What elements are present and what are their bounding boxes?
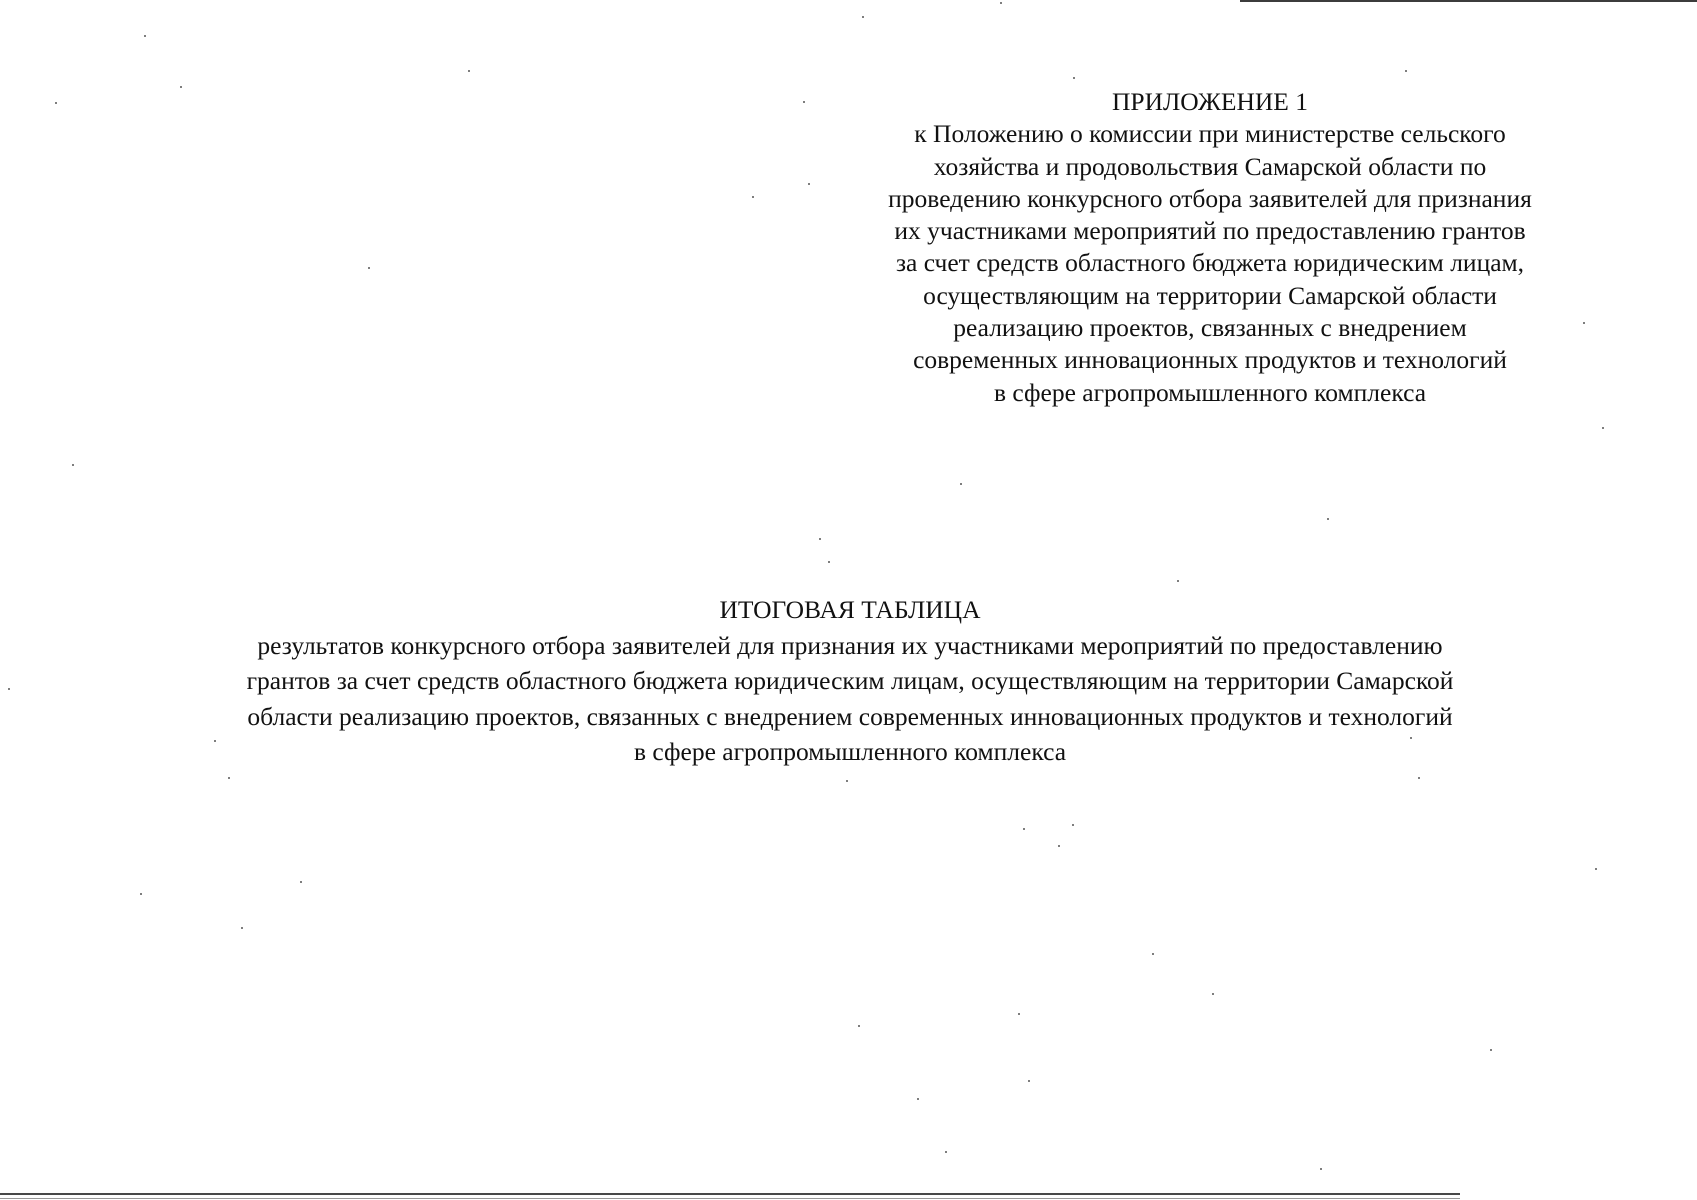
- scan-speck: [1327, 518, 1329, 520]
- scan-speck: [300, 881, 302, 883]
- scan-speck: [1405, 70, 1407, 72]
- summary-line: грантов за счет средств областного бюджета юридическим лицам, осуществляющим на территории Самарской: [246, 666, 1454, 695]
- appendix-line: в сфере агропромышленного комплекса: [993, 377, 1427, 407]
- appendix-title: ПРИЛОЖЕНИЕ 1: [1111, 87, 1309, 116]
- scan-speck: [1595, 868, 1597, 870]
- scan-speck: [228, 777, 230, 779]
- appendix-line: реализацию проектов, связанных с внедрением: [953, 313, 1467, 343]
- scan-speck: [808, 183, 810, 185]
- scan-speck: [72, 464, 74, 466]
- appendix-header: [810, 86, 1610, 409]
- scan-speck: [960, 483, 962, 485]
- scan-speck: [1072, 824, 1074, 826]
- scan-speck: [828, 561, 830, 563]
- scan-speck: [1152, 953, 1154, 955]
- scan-speck: [1410, 737, 1412, 739]
- scan-speck: [55, 102, 57, 104]
- scan-speck: [917, 1098, 919, 1100]
- scan-speck: [1602, 427, 1604, 429]
- scan-speck: [846, 780, 848, 782]
- scan-speck: [1212, 993, 1214, 995]
- scan-speck: [1018, 1013, 1020, 1015]
- scan-speck: [1490, 1049, 1492, 1051]
- scan-speck: [1320, 1168, 1322, 1170]
- scan-speck: [1418, 777, 1420, 779]
- bottom-edge-rule-thin: [0, 1198, 1460, 1199]
- appendix-line: к Положению о комиссии при министерстве сельского: [914, 119, 1506, 149]
- scan-speck: [1023, 828, 1025, 830]
- scan-speck: [8, 688, 10, 690]
- scan-speck: [1028, 1080, 1030, 1082]
- appendix-line: за счет средств областного бюджета юридическим лицам,: [895, 248, 1525, 278]
- bottom-edge-rule: [0, 1193, 1460, 1195]
- scan-speck: [144, 35, 146, 37]
- summary-title: ИТОГОВАЯ ТАБЛИЦА: [719, 595, 981, 624]
- appendix-line: осуществляющим на территории Самарской области: [923, 280, 1497, 310]
- scan-speck: [858, 1025, 860, 1027]
- summary-table-heading: [100, 592, 1600, 770]
- scan-speck: [803, 101, 805, 103]
- scan-speck: [1177, 580, 1179, 582]
- scan-speck: [862, 16, 864, 18]
- scan-speck: [1000, 2, 1002, 4]
- appendix-line: проведению конкурсного отбора заявителей для признания: [888, 183, 1532, 213]
- scan-speck: [140, 893, 142, 895]
- scan-speck: [1073, 77, 1075, 79]
- scan-speck: [1583, 322, 1585, 324]
- scan-speck: [752, 196, 754, 198]
- scan-speck: [241, 927, 243, 929]
- scan-speck: [945, 1151, 947, 1153]
- top-edge-rule: [1240, 0, 1697, 2]
- appendix-line: хозяйства и продовольствия Самарской области по: [933, 151, 1487, 181]
- scan-speck: [180, 86, 182, 88]
- scan-speck: [819, 538, 821, 540]
- summary-line: результатов конкурсного отбора заявителей для признания их участниками мероприятий по предоставлению: [257, 630, 1443, 660]
- summary-line: области реализацию проектов, связанных с внедрением современных инновационных продуктов и технологий: [247, 701, 1453, 731]
- scan-speck: [214, 740, 216, 742]
- scan-speck: [468, 70, 470, 72]
- appendix-line: современных инновационных продуктов и технологий: [913, 345, 1507, 375]
- scan-speck: [1058, 845, 1060, 847]
- appendix-line: их участниками мероприятий по предоставлению грантов: [894, 216, 1526, 246]
- summary-line: в сфере агропромышленного комплекса: [633, 737, 1067, 766]
- scan-speck: [368, 267, 370, 269]
